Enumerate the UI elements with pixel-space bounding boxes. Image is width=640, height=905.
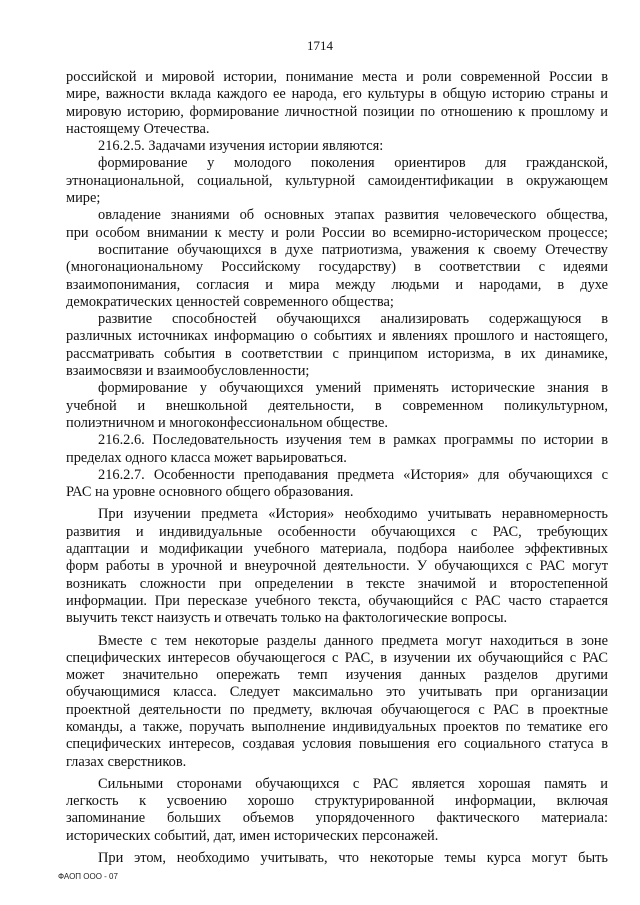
text-line: мире; [66, 190, 101, 207]
text-line: запоминание больших объемов упорядоченного фактического материала: [66, 810, 608, 827]
text-line: мировую историю, формирование личностной позиции по отношению к прошлому и [66, 103, 608, 120]
text-line: развития и индивидуальные особенности обучающихся с РАС, требующих [66, 523, 608, 540]
text-line: российской и мировой истории, понимание места и роли современной России в [66, 69, 608, 85]
text-line: адаптации и модификации учебного материала, подбора наиболее эффективных [66, 541, 608, 558]
document-body [66, 69, 608, 867]
text-line: возникать сложности при определении в тексте значимой и второстепенной [66, 575, 608, 592]
text-line: этнонациональной, социальной, культурной самоидентификации в окружающем [66, 172, 608, 189]
text-line: воспитание обучающихся в духе патриотизма, уважения к своему Отечеству [98, 241, 608, 258]
text-line: овладение знаниями об основных этапах развития человеческого общества, [98, 207, 608, 224]
text-line: при особом внимании к месту и роли России во всемирно-историческом процессе; [66, 224, 608, 241]
text-line: формирование у обучающихся умений применять исторические знания в [98, 380, 608, 397]
text-line: Вместе с тем некоторые разделы данного предмета могут находиться в зоне [98, 632, 608, 649]
text-line: (многонациональному Российскому государству) в соответствии с идеями [66, 259, 608, 276]
text-line: выучить текст наизусть и отвечать только на фактологические вопросы. [66, 610, 508, 627]
text-line: специфических интересов обучающегося с РАС, в изучении их обучающийся с РАС [66, 649, 608, 666]
text-line: При этом, необходимо учитывать, что некоторые темы курса могут быть [98, 850, 608, 867]
text-line: проектной деятельности по предмету, включая обучающегося с РАС в проектные [66, 701, 608, 718]
text-line: демократических ценностей современного общества; [66, 293, 394, 310]
text-line: специфических интересов, создавая условия повышения его социального статуса в [66, 736, 608, 753]
text-line: развитие способностей обучающихся анализировать содержащуюся в [98, 311, 608, 328]
text-line: форм работы в урочной и внеурочной деятельности. У обучающихся с РАС могут [66, 558, 608, 575]
text-line: настоящему Отечества. [66, 120, 210, 137]
text-line: формирование у молодого поколения ориентиров для гражданской, [98, 155, 608, 172]
text-line: исторических событий, дат, имен исторических персонажей. [66, 827, 439, 844]
footer-code: ФАОП ООО - 07 [58, 872, 118, 881]
text-line: РАС на уровне основного общего образования. [66, 484, 354, 501]
text-line: легкость к усвоению хорошо структурированной информации, включая [66, 793, 608, 810]
text-line: 216.2.6. Последовательность изучения тем в рамках программы по истории в [98, 432, 608, 449]
text-line: полиэтничном и многоконфессиональном обществе. [66, 414, 388, 431]
text-line: 216.2.7. Особенности преподавания предмета «История» для обучающихся с [98, 466, 608, 483]
text-line: команды, а также, поручать выполнение индивидуальных проектов по тематике его [66, 718, 608, 735]
text-line: мире, важности вклада каждого ее народа, его культуры в общую историю страны и [66, 86, 608, 103]
page-number: 1714 [307, 38, 333, 53]
text-line: взаимосвязи и взаимообусловленности; [66, 363, 310, 380]
text-line: информации. При пересказе учебного текста, обучающийся с РАС часто старается [66, 592, 608, 609]
text-line: может значительно опережать темп изучения данных разделов другими [66, 667, 608, 684]
text-line: 216.2.5. Задачами изучения истории являются: [98, 138, 384, 155]
text-line: рассматривать события в соответствии с принципом историзма, в их динамике, [66, 345, 608, 362]
text-line: взаимопонимания, согласия и мира между людьми и народами, в духе [66, 276, 608, 293]
text-line: учебной и внешкольной деятельности, в современном поликультурном, [66, 397, 608, 414]
text-line: глазах сверстников. [66, 753, 187, 770]
text-line: При изучении предмета «История» необходимо учитывать неравномерность [98, 506, 608, 523]
text-line: различных источниках информацию о событиях и явлениях прошлого и настоящего, [66, 328, 608, 345]
text-line: Сильными сторонами обучающихся с РАС является хорошая память и [98, 775, 608, 792]
text-line: пределах одного класса может варьироваться. [66, 449, 347, 466]
text-line: обучающимися класса. Следует максимально это учитывать при организации [66, 684, 608, 701]
